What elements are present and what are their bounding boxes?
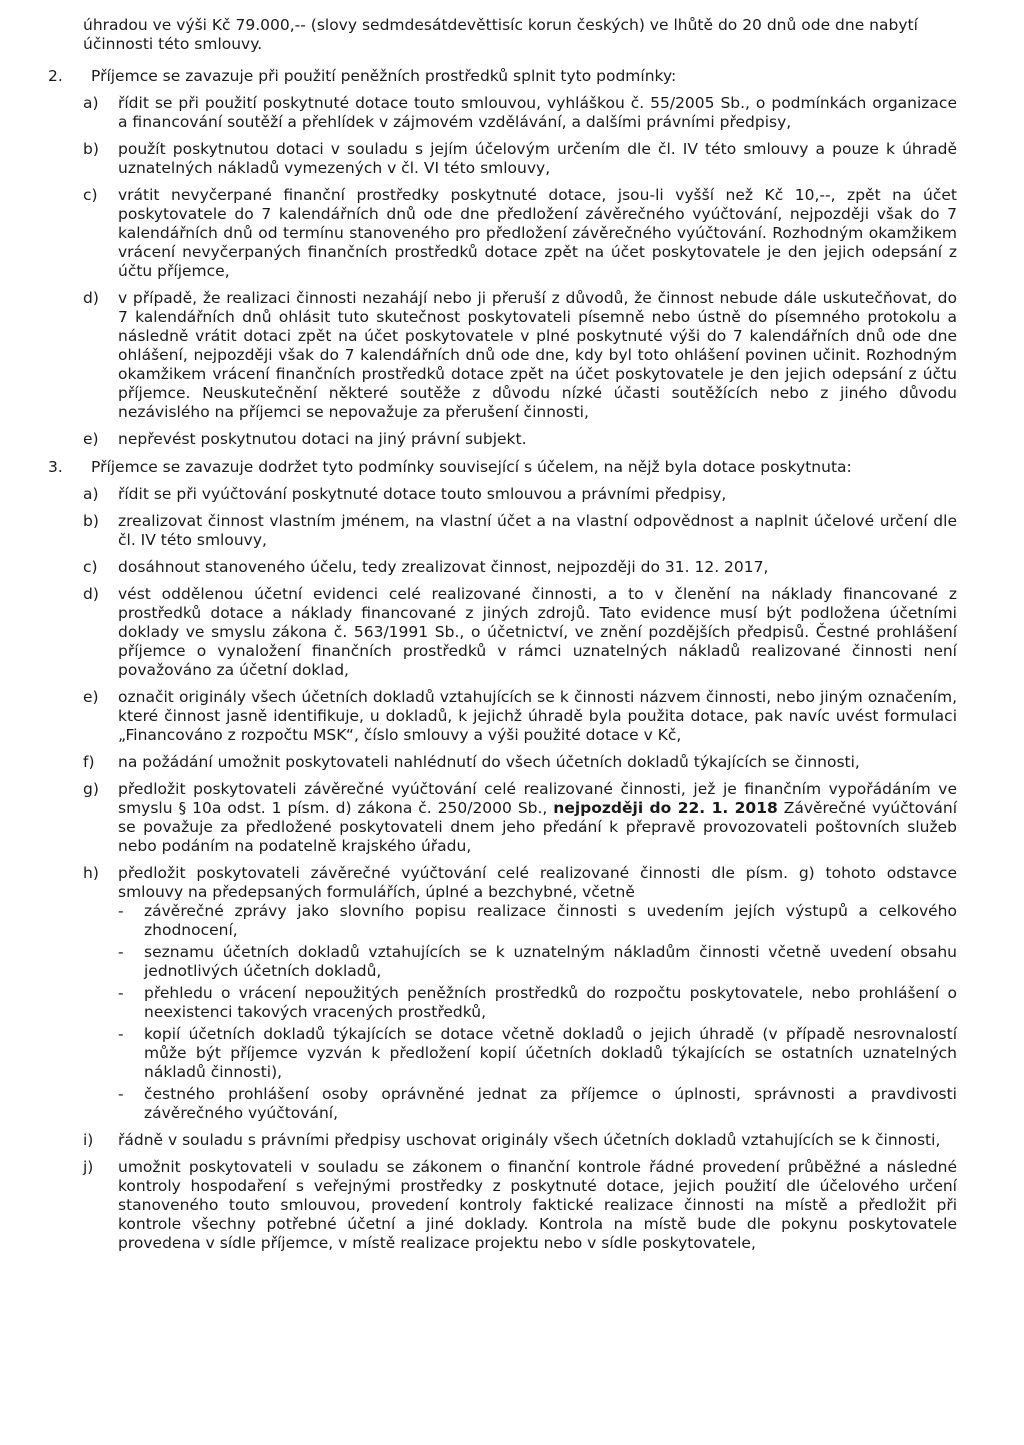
item-text: vést oddělenou účetní evidenci celé realizované činnosti, a to v členění na náklady financované z prostředků dotace a náklady financované z jiných zdrojů. Tato evidence musí být podložena účetními doklady ve smyslu zákona č. 563/1991 Sb., o účetnictví, ve znění pozdějších předpisů. Čestné prohlášení příjemce o vynaložení finančních prostředků v rámci uznatelných nákladů realizované činnosti není považováno za účetní doklad, <box>118 585 957 679</box>
condition-item-3f <box>83 753 957 772</box>
item-text: na požádání umožnit poskytovateli nahlédnutí do všech účetních dokladů týkajících se činnosti, <box>118 753 860 771</box>
subitem-text: přehledu o vrácení nepoužitých peněžních prostředků do rozpočtu poskytovatele, nebo prohlášení o neexistenci takových vracených prostředků, <box>144 984 957 1021</box>
condition-item-3d <box>83 585 957 680</box>
item-text-end: Závěrečné vyúčtování se považuje za předložené poskytovateli dnem jeho předání k přepravě provozovateli poštovních služeb nebo podáním na podatelně krajského úřadu, <box>118 799 957 855</box>
condition-item-3a <box>83 485 957 504</box>
section-3-heading <box>48 458 957 477</box>
item-text: řídit se při použití poskytnuté dotace touto smlouvou, vyhláškou č. 55/2005 Sb., o podmínkách organizace a financování soutěží a přehlídek v zájmovém vzdělávání, a dalšími právními předpisy, <box>118 94 957 131</box>
deadline-bold: nejpozději do 22. 1. 2018 <box>553 799 778 817</box>
document-page <box>48 16 957 1262</box>
item-letter: j) <box>83 1158 94 1176</box>
item-letter: d) <box>83 289 99 307</box>
item-text: umožnit poskytovateli v souladu se zákonem o finanční kontrole řádné provedení průběžné a následné kontroly hospodaření s veřejnými prostředky z poskytnuté dotace, jejich použití dle účelového určení stanoveného touto smlouvou, provedení kontroly faktické realizace činnosti na místě a předložit při kontrole všechny potřebné účetní a jiné doklady. Kontrola na místě bude dle pokynu poskytovatele provedena v sídle příjemce, v místě realizace projektu nebo v sídle poskytovatele, <box>118 1158 957 1252</box>
condition-item-3i <box>83 1131 957 1150</box>
item-text: dosáhnout stanoveného účelu, tedy zrealizovat činnost, nejpozději do 31. 12. 2017, <box>118 558 769 576</box>
item-letter: c) <box>83 558 98 576</box>
item-letter: d) <box>83 585 99 603</box>
list-item <box>118 1025 957 1082</box>
dash-bullet: - <box>118 943 124 961</box>
item-text: označit originály všech účetních dokladů vztahujících se k činnosti názvem činnosti, nebo jiným označením, které činnost jasně identifikuje, u dokladů, k jejichž úhradě byla použita dotace, pak navíc uvést formulaci „Financováno z rozpočtu MSK“, číslo smlouvy a výši použité dotace v Kč, <box>118 688 957 744</box>
report-contents-list <box>118 902 957 1123</box>
item-letter: c) <box>83 186 98 204</box>
item-text-start: předložit poskytovateli závěrečné vyúčtování celé realizované činnosti, jež je finančním vypořádáním ve smyslu § 10a odst. 1 písm. d) zákona č. 250/2000 Sb., <box>118 780 957 817</box>
item-text: vrátit nevyčerpané finanční prostředky poskytnuté dotace, jsou-li vyšší než Kč 10,--, zpět na účet poskytovatele do 7 kalendářních dnů ode dne předložení závěrečného vyúčtování, nejpozději však do 7 kalendářních dnů od termínu stanoveného pro předložení závěrečného vyúčtování. Rozhodným okamžikem vrácení nevyčerpaných finančních prostředků dotace zpět na účet poskytovatele je den jejich odepsání z účtu příjemce, <box>118 186 957 280</box>
section-number: 2. <box>48 67 63 85</box>
subitem-text: závěrečné zprávy jako slovního popisu realizace činnosti s uvedením jejích výstupů a celkového zhodnocení, <box>144 902 957 939</box>
dash-bullet: - <box>118 984 124 1002</box>
item-letter: a) <box>83 94 99 112</box>
condition-item-3b <box>83 512 957 550</box>
list-item <box>118 943 957 981</box>
item-letter: g) <box>83 780 99 798</box>
intro-paragraph: úhradou ve výši Kč 79.000,-- (slovy sedmdesátdevěttisíc korun českých) ve lhůtě do 20 dnů ode dne nabytí účinnosti této smlouvy. <box>83 16 918 53</box>
item-letter: e) <box>83 688 99 706</box>
condition-item-3c <box>83 558 957 577</box>
section-2-heading <box>48 67 957 86</box>
list-item <box>118 984 957 1022</box>
condition-item-2e <box>83 430 957 449</box>
list-item <box>118 1085 957 1123</box>
item-text: řídit se při vyúčtování poskytnuté dotace touto smlouvou a právními předpisy, <box>118 485 727 503</box>
subitem-text: kopií účetních dokladů týkajících se dotace včetně dokladů o jejich úhradě (v případě nesrovnalostí může být příjemce vyzván k předložení kopií účetních dokladů týkajících se ostatních uznatelných nákladů činnosti), <box>144 1025 957 1081</box>
condition-item-2c <box>83 186 957 281</box>
condition-item-2b <box>83 140 957 178</box>
dash-bullet: - <box>118 1025 124 1043</box>
section-heading-text: Příjemce se zavazuje při použití peněžních prostředků splnit tyto podmínky: <box>91 67 677 85</box>
item-letter: h) <box>83 864 99 882</box>
section-3 <box>48 458 957 1253</box>
dash-bullet: - <box>118 1085 124 1103</box>
subitem-text: čestného prohlášení osoby oprávněné jednat za příjemce o úplnosti, správnosti a pravdivosti závěrečného vyúčtování, <box>144 1085 957 1122</box>
subitem-text: seznamu účetních dokladů vztahujících se k uznatelným nákladům činnosti včetně uvedení obsahu jednotlivých účetních dokladů, <box>144 943 957 980</box>
item-text: zrealizovat činnost vlastním jménem, na vlastní účet a na vlastní odpovědnost a naplnit účelové určení dle čl. IV této smlouvy, <box>118 512 957 549</box>
item-text: v případě, že realizaci činnosti nezahájí nebo ji přeruší z důvodů, že činnost nebude dále uskutečňovat, do 7 kalendářních dnů ohlásit tuto skutečnost poskytovateli písemně nebo ústně do písemného protokolu a následně vrátit dotaci zpět na účet poskytovatele v plné poskytnuté výši do 7 kalendářních dnů ode dne ohlášení, nejpozději však do 7 kalendářních dnů ode dne, kdy byl toto ohlášení povinen učinit. Rozhodným okamžikem vrácení finančních prostředků dotace zpět na účet poskytovatele je den jejich odepsání z účtu příjemce. Neuskutečnění některé soutěže z důvodu nízké účasti soutěžících nebo z jiného důvodu nezávislého na příjemci se nepovažuje za přerušení činnosti, <box>118 289 957 421</box>
section-2 <box>48 67 957 449</box>
item-letter: e) <box>83 430 99 448</box>
condition-item-2d <box>83 289 957 422</box>
condition-item-3j <box>83 1158 957 1253</box>
item-letter: b) <box>83 512 99 530</box>
item-letter: i) <box>83 1131 94 1149</box>
item-text: nepřevést poskytnutou dotaci na jiný právní subjekt. <box>118 430 527 448</box>
item-letter: b) <box>83 140 99 158</box>
item-letter: a) <box>83 485 99 503</box>
section-heading-text: Příjemce se zavazuje dodržet tyto podmínky související s účelem, na nějž byla dotace poskytnuta: <box>91 458 852 476</box>
condition-item-3e <box>83 688 957 745</box>
section-number: 3. <box>48 458 63 476</box>
condition-item-2a <box>83 94 957 132</box>
item-text: předložit poskytovateli závěrečné vyúčtování celé realizované činnosti dle písm. g) tohoto odstavce smlouvy na předepsaných formulářích, úplné a bezchybné, včetně <box>118 864 957 901</box>
condition-item-3h <box>83 864 957 1123</box>
condition-item-3g <box>83 780 957 856</box>
item-text: použít poskytnutou dotaci v souladu s jejím účelovým určením dle čl. IV této smlouvy a pouze k úhradě uznatelných nákladů vymezených v čl. VI této smlouvy, <box>118 140 957 177</box>
item-letter: f) <box>83 753 95 771</box>
dash-bullet: - <box>118 902 124 920</box>
item-text: řádně v souladu s právními předpisy uschovat originály všech účetních dokladů vztahujících se k činnosti, <box>118 1131 941 1149</box>
list-item <box>118 902 957 940</box>
